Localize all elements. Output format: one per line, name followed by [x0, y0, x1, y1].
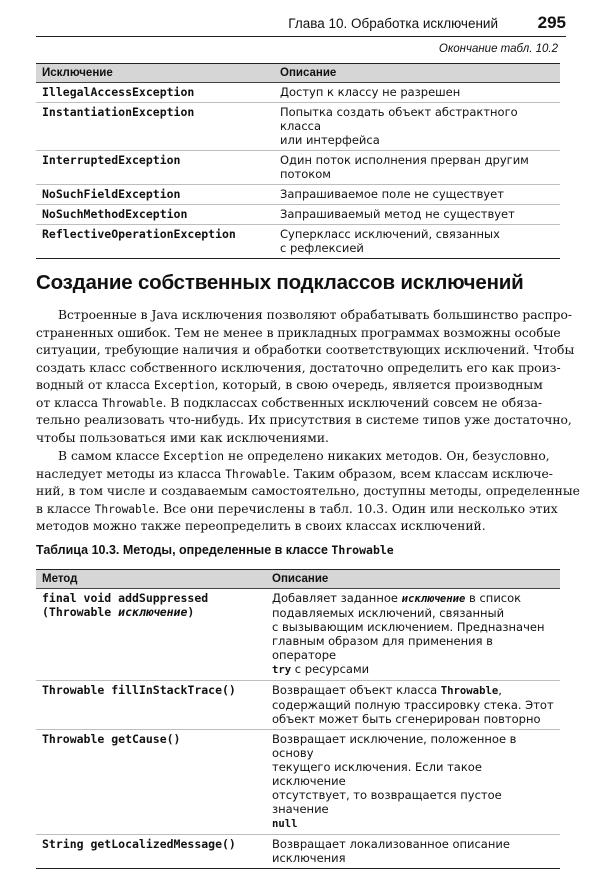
text-run: . Все они перечислены в табл. 10.3. Один или несколько этих — [155, 501, 558, 516]
text-run: Возвращает объект класса — [272, 683, 441, 697]
description-line: подавляемых исключений, связанный — [272, 606, 505, 620]
table-header-row — [36, 64, 560, 83]
inline-code: Throwable — [101, 396, 163, 410]
description-line: Суперкласс исключений, связанных — [280, 227, 500, 241]
description-line: Возвращает локализованное описание — [272, 837, 510, 851]
exception-name: InterruptedException — [36, 151, 274, 185]
description-line: исключения — [272, 851, 346, 865]
text-run: . В подклассах собственных исключений совсем не обяза- — [162, 395, 543, 410]
inline-code: Throwable — [225, 467, 286, 481]
text-run: с ресурсами — [291, 662, 370, 676]
header-rule — [36, 36, 566, 37]
table-row — [36, 185, 560, 205]
table-row — [36, 835, 560, 869]
signature-param: исключение — [118, 605, 188, 619]
inline-code: null — [272, 818, 298, 830]
table-row — [36, 681, 560, 730]
book-page — [36, 0, 580, 865]
section-heading: Создание собственных подклассов исключений — [36, 271, 524, 294]
column-header: Описание — [266, 570, 560, 589]
text-line: страненных ошибок. Тем не менее в прикладных программах возможны особые — [36, 325, 561, 340]
exception-description: Запрашиваемый метод не существует — [274, 205, 560, 225]
text-line — [36, 448, 566, 466]
exception-description — [274, 103, 560, 151]
exception-description — [274, 225, 560, 259]
inline-code: Exception — [153, 379, 215, 392]
column-header: Исключение — [36, 64, 274, 83]
description-line: Возвращает исключение, положенное в основу — [272, 732, 517, 760]
text-line: методов можно также переопределить в своих классах исключений. — [36, 519, 486, 533]
caption-code: Throwable — [331, 543, 394, 557]
table-row — [36, 205, 560, 225]
text-line: чтобы пользоваться ими как исключениями. — [36, 430, 329, 445]
method-signature: String getLocalizedMessage() — [36, 835, 266, 869]
description-line: отсутствует, то возвращается пустое значение — [272, 788, 502, 816]
description-line: содержащий полную трассировку стека. Этот — [272, 698, 554, 712]
table-row — [36, 589, 560, 681]
method-signature — [36, 589, 266, 681]
text-line: ситуации, требующие наличия и обработки соответствующих исключений. Чтобы — [36, 343, 575, 357]
description-line: с рефлексией — [280, 241, 364, 255]
text-line — [36, 501, 566, 519]
description-line: потоком — [280, 167, 331, 181]
signature-part: (Throwable — [42, 605, 119, 619]
exception-description: Запрашиваемое поле не существует — [274, 185, 560, 205]
exception-name: InstantiationException — [36, 103, 274, 151]
inline-code: исключение — [401, 593, 466, 605]
text-run: в классе — [36, 501, 95, 516]
text-run: водный от класса — [36, 378, 154, 392]
text-line — [36, 466, 566, 484]
inline-code: Throwable — [94, 502, 156, 516]
methods-table — [36, 569, 560, 869]
running-header — [36, 14, 566, 36]
text-line: создать класс собственного исключения, достаточно определить его как произ- — [36, 360, 561, 375]
description-line: Попытка создать объект абстрактного класса — [280, 105, 518, 133]
table-row — [36, 151, 560, 185]
text-line: тельно реализовать что-нибудь. Их присутствия в системе типов уже достаточно, — [36, 413, 572, 427]
exception-description: Доступ к классу не разрешен — [274, 83, 560, 103]
column-header: Описание — [274, 64, 560, 83]
caption-text: Таблица 10.3. Методы, определенные в классе — [36, 543, 332, 557]
text-run: от класса — [36, 395, 102, 410]
method-description — [266, 835, 560, 869]
page-number: 295 — [537, 13, 566, 32]
exception-description — [274, 151, 560, 185]
description-line: текущего исключения. Если такое исключение — [272, 760, 482, 788]
table-row — [36, 103, 560, 151]
description-line: с вызывающим исключением. Предназначен — [272, 620, 545, 634]
text-run: Добавляет заданное — [272, 591, 402, 605]
table-header-row — [36, 570, 560, 589]
exceptions-table — [36, 63, 560, 259]
text-line: Встроенные в Java исключения позволяют обрабатывать большинство распро- — [58, 308, 573, 322]
text-line — [36, 395, 566, 413]
method-signature: Throwable fillInStackTrace() — [36, 681, 266, 730]
method-signature: Throwable getCause() — [36, 730, 266, 835]
table-continuation-note: Окончание табл. 10.2 — [438, 43, 558, 55]
text-line — [36, 377, 566, 395]
exception-name: IllegalAccessException — [36, 83, 274, 103]
method-description — [266, 681, 560, 730]
column-header: Метод — [36, 570, 266, 589]
description-line: объект может быть сгенерирован повторно — [272, 712, 541, 726]
text-run: , который, в свою очередь, является производным — [214, 378, 543, 392]
exception-name: NoSuchMethodException — [36, 205, 274, 225]
text-line: ний, в том числе и создаваемым самостоятельно, доступны методы, определенные — [36, 484, 580, 498]
description-line: или интерфейса — [280, 133, 380, 147]
chapter-title: Глава 10. Обработка исключений — [288, 16, 498, 31]
inline-code: Exception — [163, 450, 225, 463]
exception-name: ReflectiveOperationException — [36, 225, 274, 259]
text-run: . Таким образом, всем классам исключе- — [285, 466, 553, 481]
table-row — [36, 225, 560, 259]
table-row — [36, 83, 560, 103]
description-line: Один поток исполнения прерван другим — [280, 153, 529, 167]
description-line: главным образом для применения в операторе — [272, 634, 493, 662]
signature-line: final void addSuppressed — [42, 591, 209, 605]
method-description — [266, 589, 560, 681]
text-run: В самом классе — [58, 449, 164, 463]
body-paragraph — [36, 448, 580, 536]
text-run: не определено никаких методов. Он, безусловно, — [224, 449, 550, 463]
body-paragraph — [36, 307, 575, 447]
text-run: , — [498, 683, 502, 697]
text-run: наследует методы из класса — [36, 466, 226, 481]
inline-code: Throwable — [440, 685, 499, 697]
inline-code: try — [272, 664, 292, 676]
text-run: в список — [465, 591, 522, 605]
signature-part: ) — [187, 605, 195, 619]
table-row — [36, 730, 560, 835]
exception-name: NoSuchFieldException — [36, 185, 274, 205]
table-caption — [36, 543, 394, 557]
method-description — [266, 730, 560, 835]
